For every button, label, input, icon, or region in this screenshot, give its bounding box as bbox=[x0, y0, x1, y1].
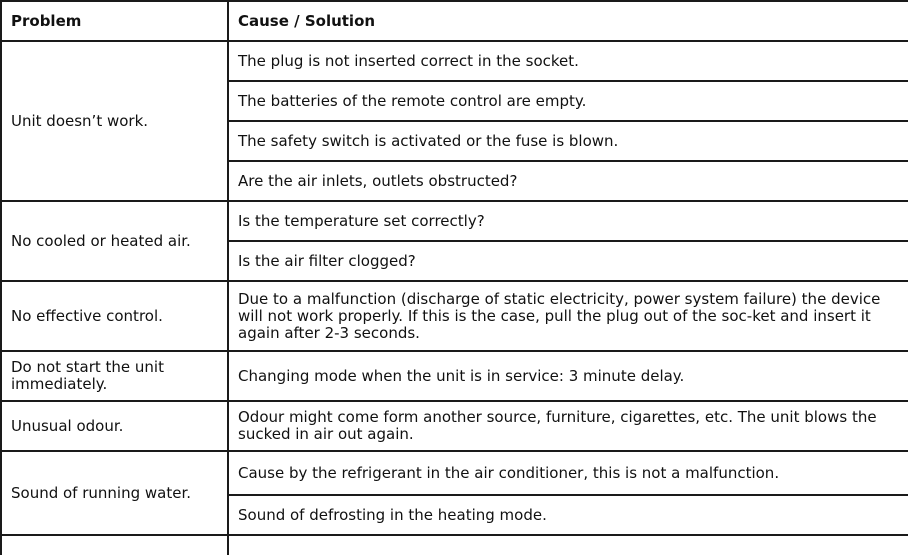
cause-cell: Are the air inlets, outlets obstructed? bbox=[228, 161, 908, 201]
cause-cell: Due to a malfunction (discharge of static electricity, power system failure) the device will not work properly. If this is the case, pull the plug out of the soc-ket and insert it again after 2-3 seconds. bbox=[228, 281, 908, 351]
cause-cell: Cause by the refrigerant in the air conditioner, this is not a malfunction. bbox=[228, 451, 908, 495]
empty-cell bbox=[1, 535, 228, 555]
table-row-continuation bbox=[1, 535, 908, 555]
cause-cell: Sound of defrosting in the heating mode. bbox=[228, 495, 908, 535]
problem-column-header: Problem bbox=[1, 1, 228, 41]
problem-cell: Do not start the unit immediately. bbox=[1, 351, 228, 401]
cause-cell: The batteries of the remote control are empty. bbox=[228, 81, 908, 121]
table-row bbox=[1, 201, 908, 241]
table-row bbox=[1, 41, 908, 81]
cause-cell: Is the temperature set correctly? bbox=[228, 201, 908, 241]
problem-cell: Sound of running water. bbox=[1, 451, 228, 535]
problem-cell: Unit doesn’t work. bbox=[1, 41, 228, 201]
table-row bbox=[1, 281, 908, 351]
empty-cell bbox=[228, 535, 908, 555]
table-row bbox=[1, 451, 908, 495]
problem-cell: Unusual odour. bbox=[1, 401, 228, 451]
table-header-row bbox=[1, 1, 908, 41]
table-row bbox=[1, 401, 908, 451]
problem-cell: No effective control. bbox=[1, 281, 228, 351]
table-row bbox=[1, 351, 908, 401]
cause-cell: Changing mode when the unit is in service: 3 minute delay. bbox=[228, 351, 908, 401]
cause-cell: Is the air filter clogged? bbox=[228, 241, 908, 281]
cause-cell: Odour might come form another source, furniture, cigarettes, etc. The unit blows the sucked in air out again. bbox=[228, 401, 908, 451]
problem-cell: No cooled or heated air. bbox=[1, 201, 228, 281]
cause-solution-column-header: Cause / Solution bbox=[228, 1, 908, 41]
cause-cell: The safety switch is activated or the fuse is blown. bbox=[228, 121, 908, 161]
cause-cell: The plug is not inserted correct in the socket. bbox=[228, 41, 908, 81]
